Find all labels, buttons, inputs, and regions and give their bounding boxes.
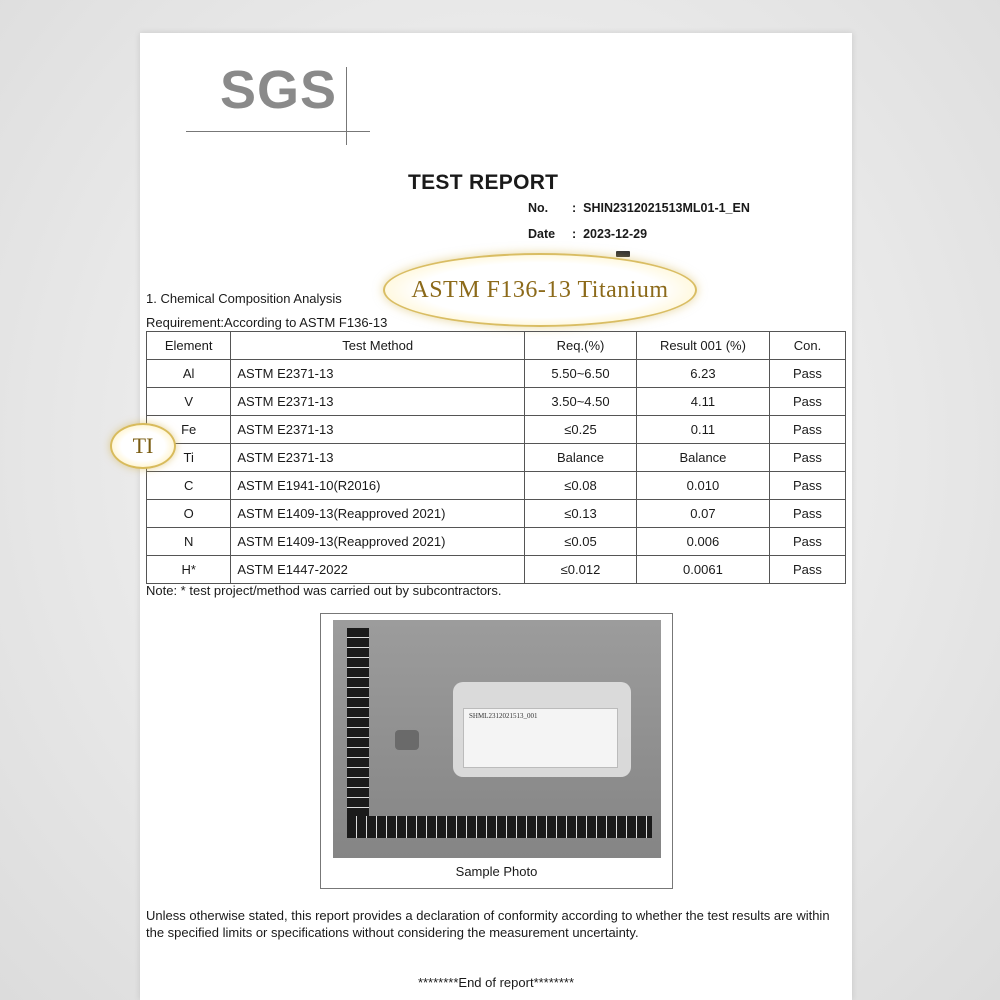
cell-result: 0.006 (636, 528, 769, 556)
photo-caption: Sample Photo (455, 864, 538, 879)
report-date-value: 2023-12-29 (583, 227, 648, 241)
cell-element: Fe (147, 416, 231, 444)
cell-method: ASTM E2371-13 (231, 360, 525, 388)
section-heading: 1. Chemical Composition Analysis (146, 291, 342, 306)
logo-text: SGS (220, 60, 338, 120)
cell-result: 4.11 (636, 388, 769, 416)
ti-element-badge: TI (110, 423, 176, 469)
cell-requirement: ≤0.08 (525, 472, 637, 500)
report-date: Date : 2023-12-29 (528, 227, 648, 241)
sgs-logo (180, 53, 338, 120)
cell-conclusion: Pass (769, 500, 845, 528)
sample-parts (395, 730, 419, 750)
disclaimer-text: Unless otherwise stated, this report provides a declaration of conformity according to whether the test results are within the specified limits or specifications without considering the measurement uncertainty. (146, 908, 830, 940)
horizontal-ruler (347, 816, 652, 838)
cell-element: V (147, 388, 231, 416)
cell-requirement: 5.50~6.50 (525, 360, 637, 388)
cell-method: ASTM E1409-13(Reapproved 2021) (231, 528, 525, 556)
header-result: Result 001 (%) (636, 332, 769, 360)
cell-method: ASTM E1409-13(Reapproved 2021) (231, 500, 525, 528)
table-note: Note: * test project/method was carried out by subcontractors. (146, 583, 502, 598)
cell-conclusion: Pass (769, 472, 845, 500)
cell-conclusion: Pass (769, 416, 845, 444)
header-requirement: Req.(%) (525, 332, 637, 360)
requirement-text: Requirement:According to ASTM F136-13 (146, 315, 388, 330)
table-row (147, 500, 846, 528)
material-badge: ASTM F136-13 Titanium (383, 253, 697, 327)
cell-element: C (147, 472, 231, 500)
sample-photo (333, 620, 661, 858)
cell-requirement: ≤0.25 (525, 416, 637, 444)
cell-method: ASTM E2371-13 (231, 388, 525, 416)
cell-requirement: ≤0.05 (525, 528, 637, 556)
table-row (147, 556, 846, 584)
header-conclusion: Con. (769, 332, 845, 360)
cell-result: 0.07 (636, 500, 769, 528)
cell-conclusion: Pass (769, 556, 845, 584)
table-row (147, 416, 846, 444)
end-of-report: ********End of report******** (417, 975, 575, 990)
cell-requirement: Balance (525, 444, 637, 472)
cell-element: Al (147, 360, 231, 388)
table-row (147, 528, 846, 556)
cell-requirement: ≤0.13 (525, 500, 637, 528)
vertical-ruler (347, 628, 369, 833)
logo-vertical-line (346, 67, 347, 145)
cell-conclusion: Pass (769, 444, 845, 472)
report-number: No. : SHIN2312021513ML01-1_EN (528, 201, 750, 215)
cell-method: ASTM E2371-13 (231, 416, 525, 444)
cell-result: 0.11 (636, 416, 769, 444)
cell-element: N (147, 528, 231, 556)
cell-element: Ti (147, 444, 231, 472)
logo-horizontal-line (186, 131, 370, 132)
cell-requirement: 3.50~4.50 (525, 388, 637, 416)
table-header-row (147, 332, 846, 360)
table-row (147, 444, 846, 472)
cell-element: H* (147, 556, 231, 584)
cell-method: ASTM E2371-13 (231, 444, 525, 472)
cell-result: 0.010 (636, 472, 769, 500)
table-row (147, 472, 846, 500)
table-row (147, 360, 846, 388)
sample-label-text: SHML2312021513_001 (469, 712, 538, 720)
cell-requirement: ≤0.012 (525, 556, 637, 584)
table-row (147, 388, 846, 416)
cell-conclusion: Pass (769, 388, 845, 416)
cell-element: O (147, 500, 231, 528)
cell-conclusion: Pass (769, 360, 845, 388)
report-title: TEST REPORT (408, 171, 559, 194)
cell-result: 6.23 (636, 360, 769, 388)
header-element: Element (147, 332, 231, 360)
sample-label (463, 708, 618, 768)
cell-method: ASTM E1941-10(R2016) (231, 472, 525, 500)
cropped-text-fragment (616, 251, 630, 257)
report-date-label: Date (528, 227, 556, 241)
sample-photo-frame (320, 613, 673, 889)
report-number-value: SHIN2312021513ML01-1_EN (583, 201, 750, 215)
report-page (132, 33, 852, 1000)
report-number-label: No. (528, 201, 549, 215)
cell-result: Balance (636, 444, 769, 472)
cell-method: ASTM E1447-2022 (231, 556, 525, 584)
cell-result: 0.0061 (636, 556, 769, 584)
cell-conclusion: Pass (769, 528, 845, 556)
composition-table (146, 331, 846, 584)
header-test-method: Test Method (231, 332, 525, 360)
